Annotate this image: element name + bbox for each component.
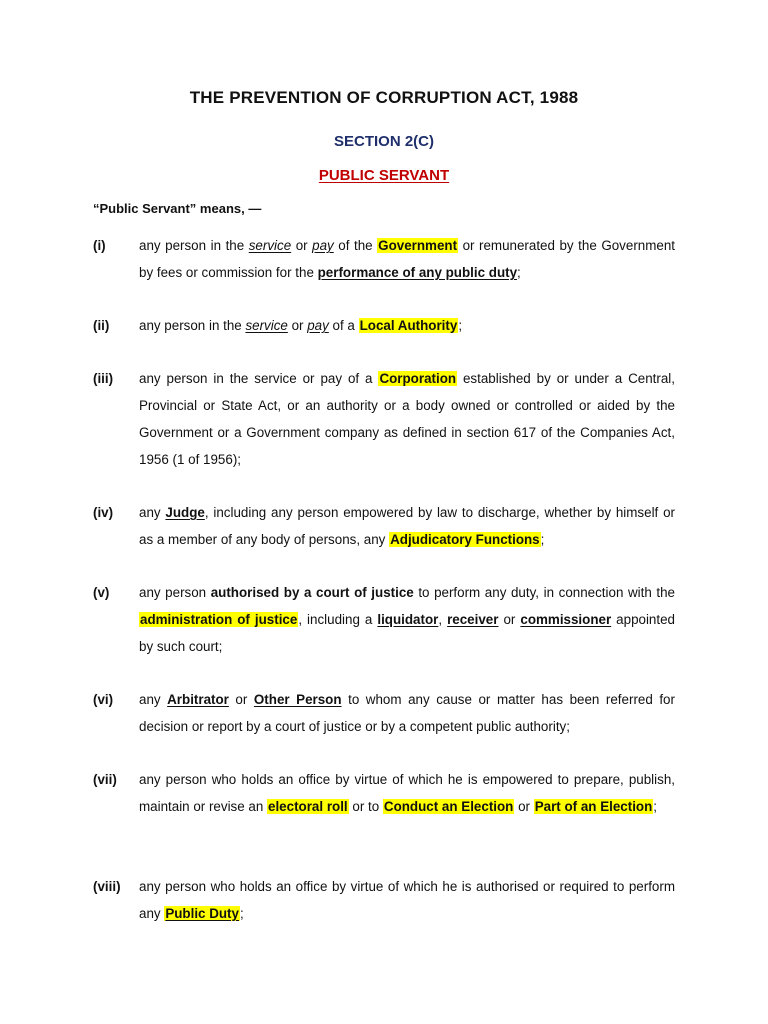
- highlight-public-duty: Public Duty: [165, 906, 239, 921]
- clause-text-run: ;: [458, 318, 463, 333]
- clause-text: [139, 579, 675, 660]
- clause-text: [139, 365, 675, 473]
- clause-text-run: of the: [333, 238, 378, 253]
- clause-text-run: ,: [438, 612, 448, 627]
- clause-number: (ii): [93, 318, 110, 333]
- highlight-local-authority: Local Authority: [359, 318, 458, 333]
- highlight-electoral-roll: electoral roll: [268, 799, 348, 814]
- highlight-part-of-election: Part of an Election: [534, 799, 653, 814]
- term-receiver: receiver: [447, 612, 499, 627]
- clause-text: [139, 686, 675, 740]
- term-judge: Judge: [165, 505, 205, 520]
- term-arbitrator: Arbitrator: [167, 692, 229, 707]
- clause-text-run: any person: [139, 585, 211, 600]
- clause-text-run: any person who holds an office by virtue of which he is empowered to prepare, publish, maintain or revise an: [139, 772, 675, 814]
- highlight-adjudicatory-functions: Adjudicatory Functions: [390, 532, 540, 547]
- clause-text-run: any person in the: [139, 318, 246, 333]
- clause-text-run: , including a: [298, 612, 378, 627]
- clause-text: [139, 499, 675, 553]
- clause-text-run: or: [287, 318, 308, 333]
- clause-number: (vii): [93, 772, 117, 787]
- highlight-conduct-election: Conduct an Election: [383, 799, 514, 814]
- term-pay: pay: [312, 238, 334, 253]
- clause-text: [139, 232, 675, 286]
- clause-number: (vi): [93, 692, 114, 707]
- clause-text-run: of a: [328, 318, 359, 333]
- term-court-of-justice: authorised by a court of justice: [210, 585, 414, 600]
- clause-number: (v): [93, 585, 110, 600]
- clause-text-run: any person in the: [139, 238, 249, 253]
- term-service: service: [245, 318, 288, 333]
- clause-text-run: , including any person empowered by law to discharge, whether by himself or as a member of any body of persons, any: [139, 505, 675, 547]
- clause-text: [139, 312, 675, 339]
- clause-text-run: any person in the service or pay of a: [139, 371, 379, 386]
- clause-text-run: ;: [653, 799, 658, 814]
- definition-heading: [0, 167, 768, 184]
- highlight-corporation: Corporation: [379, 371, 457, 386]
- clause-text-run: to perform any duty, in connection with the: [413, 585, 675, 600]
- clause-number: (i): [93, 238, 106, 253]
- term-pay: pay: [307, 318, 329, 333]
- definition-heading-text: PUBLIC SERVANT: [318, 167, 450, 184]
- highlight-administration-of-justice: administration of justice: [140, 612, 298, 627]
- term-commissioner: commissioner: [520, 612, 612, 627]
- clause-text-run: established by or under a Central, Provincial or State Act, or an authority or a body owned or controlled or aided by the Government or a Government company as defined in section 617 of the Companies Act, 1956 (1 of 1956);: [139, 371, 675, 467]
- act-title: THE PREVENTION OF CORRUPTION ACT, 1988: [189, 88, 579, 107]
- definition-intro: “Public Servant” means, —: [93, 201, 262, 216]
- clause-number: (iv): [93, 505, 114, 520]
- clause-text-run: ;: [540, 532, 545, 547]
- term-liquidator: liquidator: [377, 612, 439, 627]
- term-other-person: Other Person: [253, 692, 342, 707]
- clause-text-run: or to: [348, 799, 383, 814]
- section-heading: SECTION 2(C): [333, 133, 434, 150]
- clause-text-run: ;: [517, 265, 521, 280]
- term-public-duty: performance of any public duty: [317, 265, 518, 280]
- highlight-government: Government: [378, 238, 458, 253]
- clause-text: [139, 766, 675, 820]
- clause-number: (iii): [93, 371, 114, 386]
- clause-text: [139, 873, 675, 927]
- clause-number: (viii): [93, 879, 121, 894]
- clause-text-run: or: [514, 799, 534, 814]
- clause-text-run: or: [291, 238, 313, 253]
- clause-text-run: any person who holds an office by virtue of which he is authorised or required to perform any: [139, 879, 675, 921]
- clause-text-run: ;: [239, 906, 244, 921]
- clause-text-run: to whom any cause or matter has been referred for decision or report by a court of justice or by a competent public authority;: [139, 692, 675, 734]
- clause-text-run: or: [498, 612, 521, 627]
- clause-text-run: or remunerated by the Government by fees or commission for the: [139, 238, 675, 280]
- clause-text-run: or: [228, 692, 254, 707]
- term-service: service: [248, 238, 292, 253]
- clause-text-run: appointed by such court;: [139, 612, 675, 654]
- clause-text-run: any: [139, 505, 166, 520]
- clause-text-run: any: [139, 692, 168, 707]
